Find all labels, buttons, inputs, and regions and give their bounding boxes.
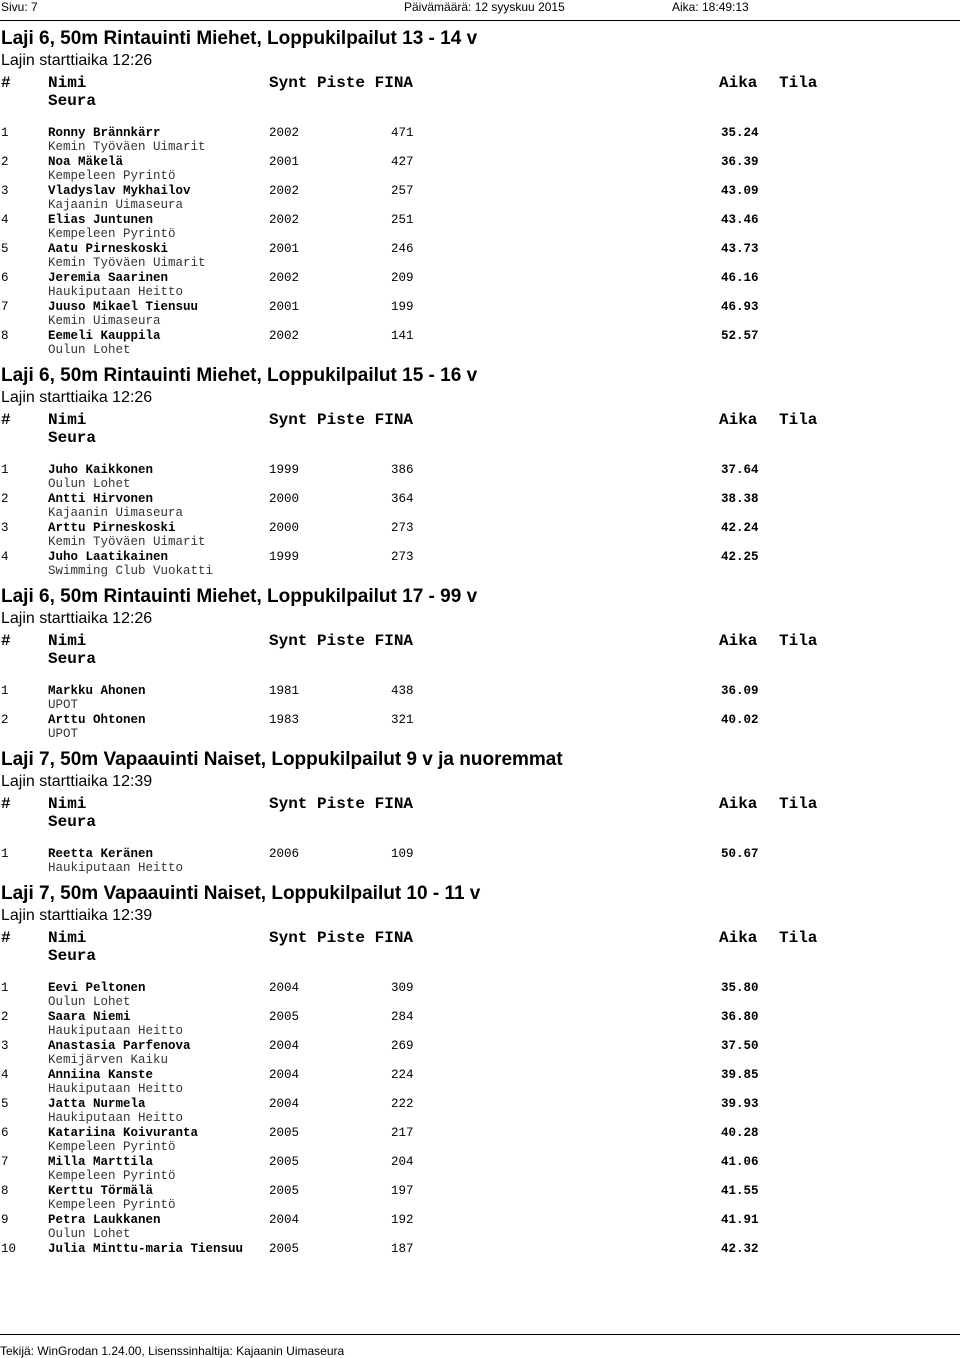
result-row (0, 1242, 960, 1271)
col-name: Nimi (48, 795, 87, 813)
birth-year: 2002 (269, 213, 300, 227)
result-time: 41.91 (721, 1213, 759, 1227)
col-points: Piste FINA (317, 411, 414, 429)
fina-points: 199 (391, 300, 414, 314)
swimmer-name: Elias Juntunen (48, 213, 154, 227)
result-row (0, 184, 960, 213)
club-line (0, 1082, 960, 1097)
club-name: Kajaanin Uimaseura (48, 198, 184, 212)
result-time: 36.80 (721, 1010, 759, 1024)
result-time: 46.16 (721, 271, 759, 285)
club-name: Kemin Työväen Uimarit (48, 256, 206, 270)
result-rank: 1 (1, 981, 9, 995)
birth-year: 2004 (269, 981, 300, 995)
result-row (0, 155, 960, 184)
result-line (0, 213, 960, 227)
fina-points: 197 (391, 1184, 414, 1198)
birth-year: 2004 (269, 1213, 300, 1227)
col-name: Nimi (48, 929, 87, 947)
swimmer-name: Julia Minttu-maria Tiensuu (48, 1242, 244, 1256)
swimmer-name: Jatta Nurmela (48, 1097, 146, 1111)
result-row (0, 1010, 960, 1039)
event-title: Laji 7, 50m Vapaauinti Naiset, Loppukilpailut 10 - 11 v (1, 883, 481, 904)
club-line (0, 995, 960, 1010)
column-header (0, 411, 960, 463)
result-row (0, 242, 960, 271)
result-row (0, 213, 960, 242)
result-rank: 5 (1, 1097, 9, 1111)
result-row (0, 1184, 960, 1213)
fina-points: 204 (391, 1155, 414, 1169)
birth-year: 2000 (269, 492, 300, 506)
result-time: 39.93 (721, 1097, 759, 1111)
col-points: Piste FINA (317, 795, 414, 813)
club-line (0, 564, 960, 579)
result-row (0, 847, 960, 876)
result-line (0, 242, 960, 256)
club-line (0, 227, 960, 242)
result-time: 52.57 (721, 329, 759, 343)
result-row (0, 713, 960, 742)
fina-points: 217 (391, 1126, 414, 1140)
birth-year: 2000 (269, 521, 300, 535)
swimmer-name: Saara Niemi (48, 1010, 131, 1024)
event-section (0, 748, 960, 876)
result-rank: 1 (1, 684, 9, 698)
result-row (0, 329, 960, 358)
col-time: Aika (719, 632, 758, 650)
column-header (0, 929, 960, 981)
birth-year: 1983 (269, 713, 300, 727)
result-time: 35.80 (721, 981, 759, 995)
fina-points: 222 (391, 1097, 414, 1111)
result-line (0, 1039, 960, 1053)
result-time: 42.25 (721, 550, 759, 564)
result-row (0, 1213, 960, 1242)
column-header (0, 74, 960, 126)
page-header (0, 0, 960, 21)
col-name: Nimi (48, 74, 87, 92)
result-row (0, 1126, 960, 1155)
result-rank: 8 (1, 1184, 9, 1198)
col-status: Tila (779, 632, 818, 650)
print-date: Päivämäärä: 12 syyskuu 2015 (404, 0, 565, 14)
result-row (0, 550, 960, 579)
club-line (0, 477, 960, 492)
result-line (0, 492, 960, 506)
result-rank: 4 (1, 550, 9, 564)
result-rank: 9 (1, 1213, 9, 1227)
result-time: 35.24 (721, 126, 759, 140)
fina-points: 273 (391, 521, 414, 535)
result-rank: 6 (1, 1126, 9, 1140)
club-line (0, 1169, 960, 1184)
col-status: Tila (779, 411, 818, 429)
result-row (0, 271, 960, 300)
swimmer-name: Ronny Brännkärr (48, 126, 161, 140)
result-rank: 3 (1, 184, 9, 198)
col-rank: # (1, 929, 11, 947)
club-name: UPOT (48, 727, 79, 741)
result-line (0, 1010, 960, 1024)
result-rank: 6 (1, 271, 9, 285)
swimmer-name: Antti Hirvonen (48, 492, 154, 506)
result-row (0, 1068, 960, 1097)
club-name: UPOT (48, 698, 79, 712)
result-row (0, 492, 960, 521)
swimmer-name: Vladyslav Mykhailov (48, 184, 191, 198)
result-rank: 1 (1, 847, 9, 861)
fina-points: 427 (391, 155, 414, 169)
club-name: Kemin Työväen Uimarit (48, 140, 206, 154)
column-header (0, 632, 960, 684)
col-status: Tila (779, 74, 818, 92)
result-row (0, 300, 960, 329)
col-time: Aika (719, 929, 758, 947)
result-line (0, 329, 960, 343)
result-line (0, 550, 960, 564)
result-line (0, 847, 960, 861)
result-rank: 7 (1, 300, 9, 314)
swimmer-name: Kerttu Törmälä (48, 1184, 154, 1198)
fina-points: 269 (391, 1039, 414, 1053)
col-time: Aika (719, 795, 758, 813)
club-line (0, 1024, 960, 1039)
club-name: Kemin Uimaseura (48, 314, 161, 328)
result-time: 50.67 (721, 847, 759, 861)
column-header (0, 795, 960, 847)
swimmer-name: Katariina Koivuranta (48, 1126, 199, 1140)
fina-points: 187 (391, 1242, 414, 1256)
result-rank: 3 (1, 521, 9, 535)
print-time: Aika: 18:49:13 (672, 0, 749, 14)
result-row (0, 1155, 960, 1184)
result-rank: 8 (1, 329, 9, 343)
swimmer-name: Arttu Pirneskoski (48, 521, 176, 535)
result-time: 43.09 (721, 184, 759, 198)
club-line (0, 861, 960, 876)
swimmer-name: Eemeli Kauppila (48, 329, 161, 343)
result-line (0, 126, 960, 140)
fina-points: 284 (391, 1010, 414, 1024)
event-start-time: Lajin starttiaika 12:26 (1, 52, 153, 69)
col-club: Seura (48, 813, 97, 831)
col-time: Aika (719, 74, 758, 92)
result-rank: 2 (1, 1010, 9, 1024)
club-line (0, 1227, 960, 1242)
col-status: Tila (779, 795, 818, 813)
swimmer-name: Noa Mäkelä (48, 155, 124, 169)
result-time: 43.46 (721, 213, 759, 227)
result-rank: 5 (1, 242, 9, 256)
result-line (0, 463, 960, 477)
swimmer-name: Eevi Peltonen (48, 981, 146, 995)
club-line (0, 1053, 960, 1068)
club-line (0, 285, 960, 300)
result-line (0, 521, 960, 535)
result-row (0, 521, 960, 550)
result-rank: 1 (1, 463, 9, 477)
club-line (0, 1256, 960, 1271)
swimmer-name: Markku Ahonen (48, 684, 146, 698)
swimmer-name: Juuso Mikael Tiensuu (48, 300, 199, 314)
fina-points: 273 (391, 550, 414, 564)
result-time: 43.73 (721, 242, 759, 256)
birth-year: 2005 (269, 1184, 300, 1198)
result-time: 38.38 (721, 492, 759, 506)
club-name: Kempeleen Pyrintö (48, 169, 176, 183)
club-name: Haukiputaan Heitto (48, 861, 184, 875)
swimmer-name: Anniina Kanste (48, 1068, 154, 1082)
page-footer (0, 1334, 960, 1358)
club-name: Kempeleen Pyrintö (48, 1140, 176, 1154)
swimmer-name: Milla Marttila (48, 1155, 154, 1169)
result-time: 37.64 (721, 463, 759, 477)
birth-year: 2005 (269, 1126, 300, 1140)
birth-year: 2006 (269, 847, 300, 861)
result-row (0, 1097, 960, 1126)
swimmer-name: Petra Laukkanen (48, 1213, 161, 1227)
result-rank: 10 (1, 1242, 17, 1256)
result-rank: 3 (1, 1039, 9, 1053)
result-time: 36.39 (721, 155, 759, 169)
club-line (0, 314, 960, 329)
birth-year: 1981 (269, 684, 300, 698)
club-name: Kemin Työväen Uimarit (48, 535, 206, 549)
result-row (0, 1039, 960, 1068)
result-line (0, 1068, 960, 1082)
result-line (0, 713, 960, 727)
result-rank: 4 (1, 213, 9, 227)
club-name: Kajaanin Uimaseura (48, 506, 184, 520)
swimmer-name: Juho Laatikainen (48, 550, 169, 564)
footer-text: Tekijä: WinGrodan 1.24.00, Lisenssinhaltija: Kajaanin Uimaseura (0, 1344, 345, 1358)
col-club: Seura (48, 947, 97, 965)
birth-year: 2004 (269, 1039, 300, 1053)
club-name: Haukiputaan Heitto (48, 285, 184, 299)
birth-year: 2001 (269, 155, 300, 169)
event-start-time: Lajin starttiaika 12:39 (1, 907, 153, 924)
result-line (0, 184, 960, 198)
event-title: Laji 6, 50m Rintauinti Miehet, Loppukilpailut 15 - 16 v (1, 365, 478, 386)
col-points: Piste FINA (317, 632, 414, 650)
result-time: 36.09 (721, 684, 759, 698)
event-title: Laji 6, 50m Rintauinti Miehet, Loppukilpailut 17 - 99 v (1, 586, 478, 607)
fina-points: 309 (391, 981, 414, 995)
page-number: Sivu: 7 (1, 0, 38, 14)
col-club: Seura (48, 429, 97, 447)
birth-year: 2001 (269, 300, 300, 314)
col-points: Piste FINA (317, 74, 414, 92)
result-rank: 1 (1, 126, 9, 140)
fina-points: 438 (391, 684, 414, 698)
club-name: Kempeleen Pyrintö (48, 1169, 176, 1183)
club-name: Kempeleen Pyrintö (48, 227, 176, 241)
event-section (0, 882, 960, 1271)
fina-points: 224 (391, 1068, 414, 1082)
swimmer-name: Anastasia Parfenova (48, 1039, 191, 1053)
col-rank: # (1, 74, 11, 92)
club-name: Swimming Club Vuokatti (48, 564, 214, 578)
results-document (0, 27, 960, 1271)
fina-points: 471 (391, 126, 414, 140)
swimmer-name: Reetta Keränen (48, 847, 154, 861)
club-line (0, 535, 960, 550)
fina-points: 364 (391, 492, 414, 506)
result-time: 40.02 (721, 713, 759, 727)
event-section (0, 585, 960, 742)
result-line (0, 300, 960, 314)
event-section (0, 364, 960, 579)
col-born: Synt (269, 929, 308, 947)
club-name: Kemijärven Kaiku (48, 1053, 169, 1067)
result-time: 37.50 (721, 1039, 759, 1053)
club-name: Haukiputaan Heitto (48, 1082, 184, 1096)
swimmer-name: Jeremia Saarinen (48, 271, 169, 285)
club-name: Haukiputaan Heitto (48, 1024, 184, 1038)
result-time: 41.06 (721, 1155, 759, 1169)
result-row (0, 463, 960, 492)
club-line (0, 698, 960, 713)
club-name: Kempeleen Pyrintö (48, 1198, 176, 1212)
result-time: 42.24 (721, 521, 759, 535)
club-name: Oulun Lohet (48, 995, 131, 1009)
result-time: 42.32 (721, 1242, 759, 1256)
col-born: Synt (269, 411, 308, 429)
event-section (0, 27, 960, 358)
birth-year: 2005 (269, 1155, 300, 1169)
col-rank: # (1, 795, 11, 813)
fina-points: 109 (391, 847, 414, 861)
swimmer-name: Arttu Ohtonen (48, 713, 146, 727)
fina-points: 209 (391, 271, 414, 285)
club-line (0, 727, 960, 742)
fina-points: 246 (391, 242, 414, 256)
col-rank: # (1, 411, 11, 429)
result-line (0, 1155, 960, 1169)
club-name: Oulun Lohet (48, 1227, 131, 1241)
col-status: Tila (779, 929, 818, 947)
col-born: Synt (269, 795, 308, 813)
col-born: Synt (269, 74, 308, 92)
result-line (0, 684, 960, 698)
event-title: Laji 7, 50m Vapaauinti Naiset, Loppukilpailut 9 v ja nuoremmat (1, 749, 563, 770)
birth-year: 2002 (269, 329, 300, 343)
result-line (0, 155, 960, 169)
col-born: Synt (269, 632, 308, 650)
fina-points: 321 (391, 713, 414, 727)
result-row (0, 126, 960, 155)
col-name: Nimi (48, 632, 87, 650)
club-line (0, 506, 960, 521)
birth-year: 2002 (269, 126, 300, 140)
birth-year: 2005 (269, 1010, 300, 1024)
result-time: 40.28 (721, 1126, 759, 1140)
club-line (0, 343, 960, 358)
col-rank: # (1, 632, 11, 650)
swimmer-name: Aatu Pirneskoski (48, 242, 169, 256)
club-line (0, 198, 960, 213)
result-line (0, 1097, 960, 1111)
club-line (0, 1140, 960, 1155)
club-line (0, 1198, 960, 1213)
event-start-time: Lajin starttiaika 12:39 (1, 773, 153, 790)
col-club: Seura (48, 650, 97, 668)
col-time: Aika (719, 411, 758, 429)
col-name: Nimi (48, 411, 87, 429)
fina-points: 386 (391, 463, 414, 477)
result-rank: 7 (1, 1155, 9, 1169)
fina-points: 192 (391, 1213, 414, 1227)
birth-year: 2004 (269, 1097, 300, 1111)
swimmer-name: Juho Kaikkonen (48, 463, 154, 477)
result-rank: 2 (1, 155, 9, 169)
birth-year: 2002 (269, 184, 300, 198)
club-line (0, 1111, 960, 1126)
result-line (0, 1184, 960, 1198)
result-line (0, 1126, 960, 1140)
club-name: Haukiputaan Heitto (48, 1111, 184, 1125)
result-row (0, 684, 960, 713)
result-line (0, 1242, 960, 1256)
fina-points: 251 (391, 213, 414, 227)
club-line (0, 169, 960, 184)
birth-year: 2002 (269, 271, 300, 285)
col-club: Seura (48, 92, 97, 110)
event-start-time: Lajin starttiaika 12:26 (1, 610, 153, 627)
result-time: 41.55 (721, 1184, 759, 1198)
birth-year: 1999 (269, 550, 300, 564)
col-points: Piste FINA (317, 929, 414, 947)
club-name: Oulun Lohet (48, 477, 131, 491)
event-start-time: Lajin starttiaika 12:26 (1, 389, 153, 406)
club-line (0, 256, 960, 271)
birth-year: 2004 (269, 1068, 300, 1082)
birth-year: 2001 (269, 242, 300, 256)
club-line (0, 140, 960, 155)
result-line (0, 271, 960, 285)
club-name: Oulun Lohet (48, 343, 131, 357)
result-rank: 2 (1, 713, 9, 727)
birth-year: 2005 (269, 1242, 300, 1256)
result-line (0, 1213, 960, 1227)
result-rank: 2 (1, 492, 9, 506)
result-time: 39.85 (721, 1068, 759, 1082)
event-title: Laji 6, 50m Rintauinti Miehet, Loppukilpailut 13 - 14 v (1, 28, 478, 49)
fina-points: 141 (391, 329, 414, 343)
result-line (0, 981, 960, 995)
birth-year: 1999 (269, 463, 300, 477)
result-rank: 4 (1, 1068, 9, 1082)
result-row (0, 981, 960, 1010)
result-time: 46.93 (721, 300, 759, 314)
fina-points: 257 (391, 184, 414, 198)
